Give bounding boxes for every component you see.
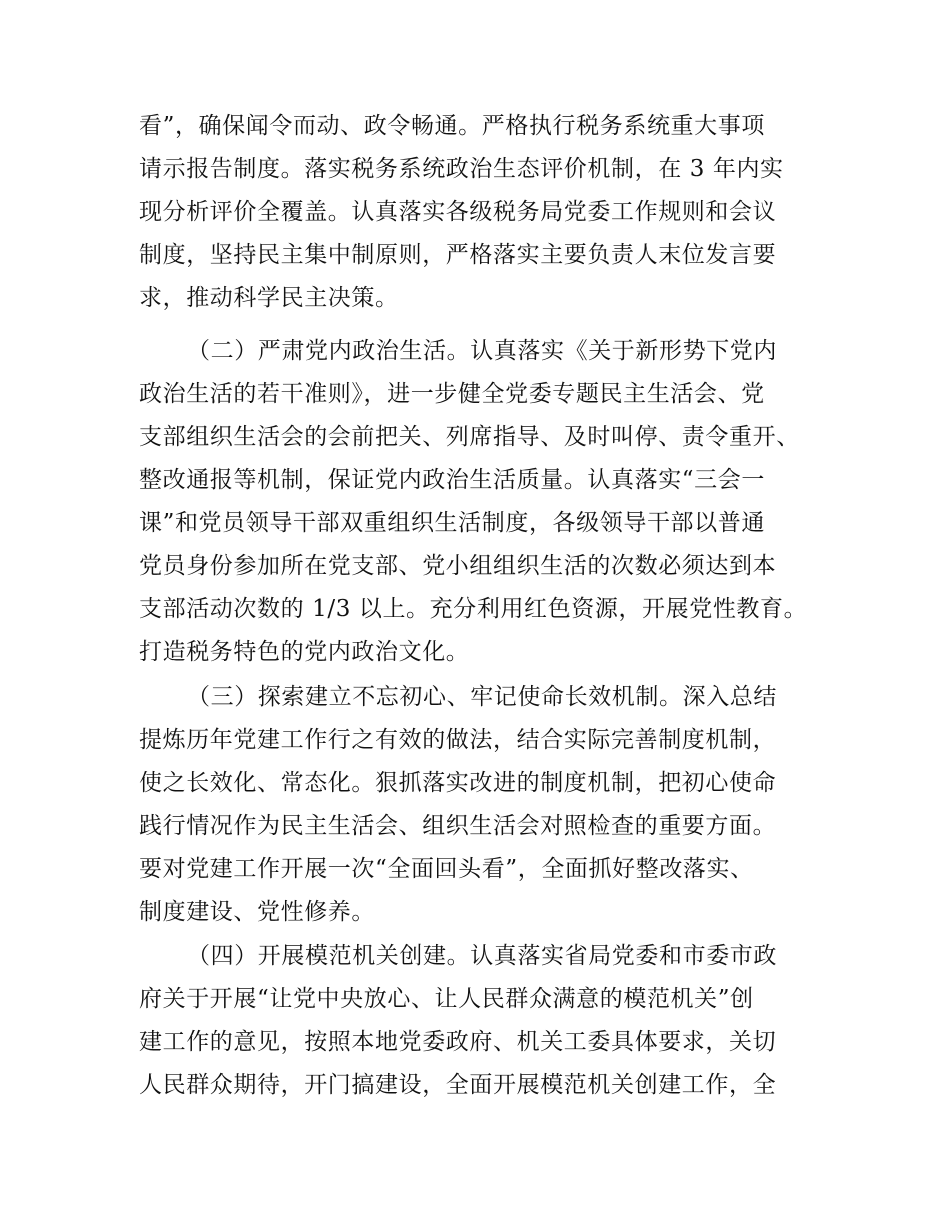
text-line: 党员身份参加所在党支部、党小组组织生活的次数必须达到本 [139,553,777,579]
section-heading-line: （二）严肃党内政治生活。认真落实《关于新形势下党内 [187,338,777,364]
paragraph-section-2 [139,330,829,674]
text-line: 提炼历年党建工作行之有效的做法，结合实际完善制度机制， [139,727,777,753]
text-line: 府关于开展“让党中央放心、让人民群众满意的模范机关”创 [139,986,754,1012]
text-line: 求，推动科学民主决策。 [139,285,399,311]
text-line: 制度建设、党性修养。 [139,899,375,925]
text-line: 要对党建工作开展一次“全面回头看”，全面抓好整改落实、 [139,856,754,882]
text-line: 践行情况作为民主生活会、组织生活会对照检查的重要方面。 [139,813,777,839]
text-line: 请示报告制度。落实税务系统政治生态评价机制，在 3 年内实 [139,156,784,182]
paragraph-1-continuation [139,105,829,320]
paragraph-section-4 [139,935,829,1107]
section-heading-line: （四）开展模范机关创建。认真落实省局党委和市委市政 [187,943,777,969]
text-line: 建工作的意见，按照本地党委政府、机关工委具体要求，关切 [139,1029,777,1055]
text-line: 打造税务特色的党内政治文化。 [139,639,470,665]
text-line: 看”，确保闻令而动、政令畅通。严格执行税务系统重大事项 [139,113,765,139]
text-line: 政治生活的若干准则》，进一步健全党委专题民主生活会、党 [139,381,765,407]
text-line: 支部组织生活会的会前把关、列席指导、及时叫停、责令重开、 [139,424,800,450]
section-heading-line: （三）探索建立不忘初心、牢记使命长效机制。深入总结 [187,684,777,710]
text-line: 使之长效化、常态化。狠抓落实改进的制度机制，把初心使命 [139,770,777,796]
text-line: 制度，坚持民主集中制原则，严格落实主要负责人末位发言要 [139,242,777,268]
text-line: 现分析评价全覆盖。认真落实各级税务局党委工作规则和会议 [139,199,777,225]
text-line: 支部活动次数的 1/3 以上。充分利用红色资源，开展党性教育。 [139,596,808,622]
text-line: 课”和党员领导干部双重组织生活制度，各级领导干部以普通 [139,510,765,536]
paragraph-section-3 [139,676,829,934]
text-line: 人民群众期待，开门搞建设，全面开展模范机关创建工作，全 [139,1072,777,1098]
text-line: 整改通报等机制，保证党内政治生活质量。认真落实“三会一 [139,467,765,493]
